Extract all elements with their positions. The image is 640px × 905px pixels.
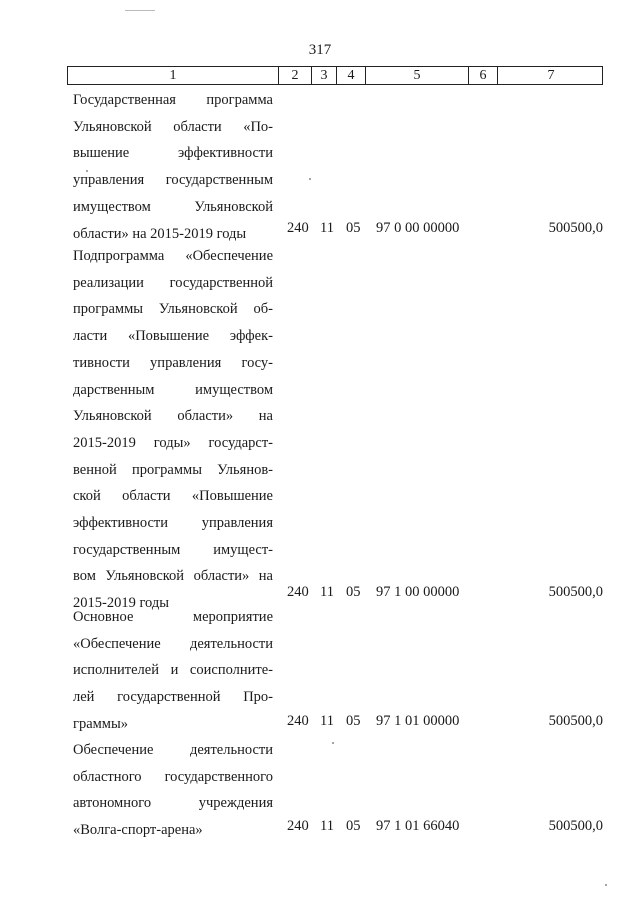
row-col2: 240: [287, 818, 309, 834]
row-col5: 97 1 01 00000: [376, 713, 460, 729]
header-col-1: 1: [68, 67, 279, 84]
table-header: [67, 66, 603, 85]
description-line: Государственная программа: [73, 92, 273, 108]
description-line: дарственным имуществом: [73, 381, 273, 398]
description-line: граммы»: [73, 715, 128, 732]
row-col7: 500500,0: [548, 713, 603, 729]
description-line: имуществом Ульяновской: [73, 198, 273, 215]
row-col3: 11: [320, 220, 334, 236]
row-col7: 500500,0: [548, 220, 603, 236]
description-line: реализации государственной: [73, 274, 273, 291]
description-line: эффективности управления: [73, 515, 273, 532]
description-line: венной программы Ульянов-: [73, 461, 273, 478]
description-line: вышение эффективности: [73, 145, 273, 162]
description-line: вом Ульяновской области» на: [73, 568, 273, 585]
row-col3: 11: [320, 818, 334, 834]
row-col2: 240: [287, 713, 309, 729]
scan-speck: [605, 884, 607, 886]
row-col5: 97 1 01 66040: [376, 818, 460, 834]
description-line: «Волга-спорт-арена»: [73, 822, 203, 839]
description-line: ской области «Повышение: [73, 488, 273, 505]
scan-speck: [309, 178, 311, 180]
row-col4: 05: [346, 220, 361, 236]
scan-speck: [332, 742, 334, 744]
row-col2: 240: [287, 220, 309, 236]
description-line: 2015-2019 годы: [73, 595, 169, 612]
description-line: исполнителей и соисполните-: [73, 662, 273, 679]
row-col4: 05: [346, 713, 361, 729]
description-line: 2015-2019 годы» государст-: [73, 434, 273, 451]
row-col2: 240: [287, 584, 309, 600]
row-description: [73, 243, 273, 617]
row-col4: 05: [346, 818, 361, 834]
row-col4: 05: [346, 584, 361, 600]
row-col3: 11: [320, 584, 334, 600]
header-col-3: 3: [312, 67, 337, 84]
description-line: Обеспечение деятельности: [73, 742, 273, 758]
row-col3: 11: [320, 713, 334, 729]
description-line: Основное мероприятие: [73, 609, 273, 625]
description-line: Ульяновской области «По-: [73, 118, 273, 135]
description-line: областного государственного: [73, 768, 273, 785]
description-line: программы Ульяновской об-: [73, 301, 273, 318]
description-line: области» на 2015-2019 годы: [73, 225, 247, 242]
scan-artifact: [125, 10, 155, 11]
header-col-4: 4: [337, 67, 366, 84]
header-col-7: 7: [547, 68, 555, 83]
header-col-5: 5: [366, 67, 469, 84]
row-description: [73, 87, 273, 247]
description-line: Ульяновской области» на: [73, 408, 273, 425]
description-line: Подпрограмма «Обеспечение: [73, 248, 273, 264]
description-line: лей государственной Про-: [73, 689, 273, 706]
description-line: ласти «Повышение эффек-: [73, 328, 273, 345]
header-col-2: 2: [279, 67, 312, 84]
description-line: «Обеспечение деятельности: [73, 635, 273, 652]
row-col5: 97 0 00 00000: [376, 220, 460, 236]
row-col7: 500500,0: [548, 584, 603, 600]
description-line: государственным имущест-: [73, 541, 273, 558]
row-description: [73, 604, 273, 738]
row-description: [73, 737, 273, 844]
header-col-6: 6: [469, 67, 498, 84]
page-number: 317: [308, 42, 332, 58]
row-col7: 500500,0: [548, 818, 603, 834]
description-line: управления государственным: [73, 172, 273, 189]
description-line: автономного учреждения: [73, 795, 273, 812]
row-col5: 97 1 00 00000: [376, 584, 460, 600]
description-line: тивности управления госу-: [73, 354, 273, 371]
